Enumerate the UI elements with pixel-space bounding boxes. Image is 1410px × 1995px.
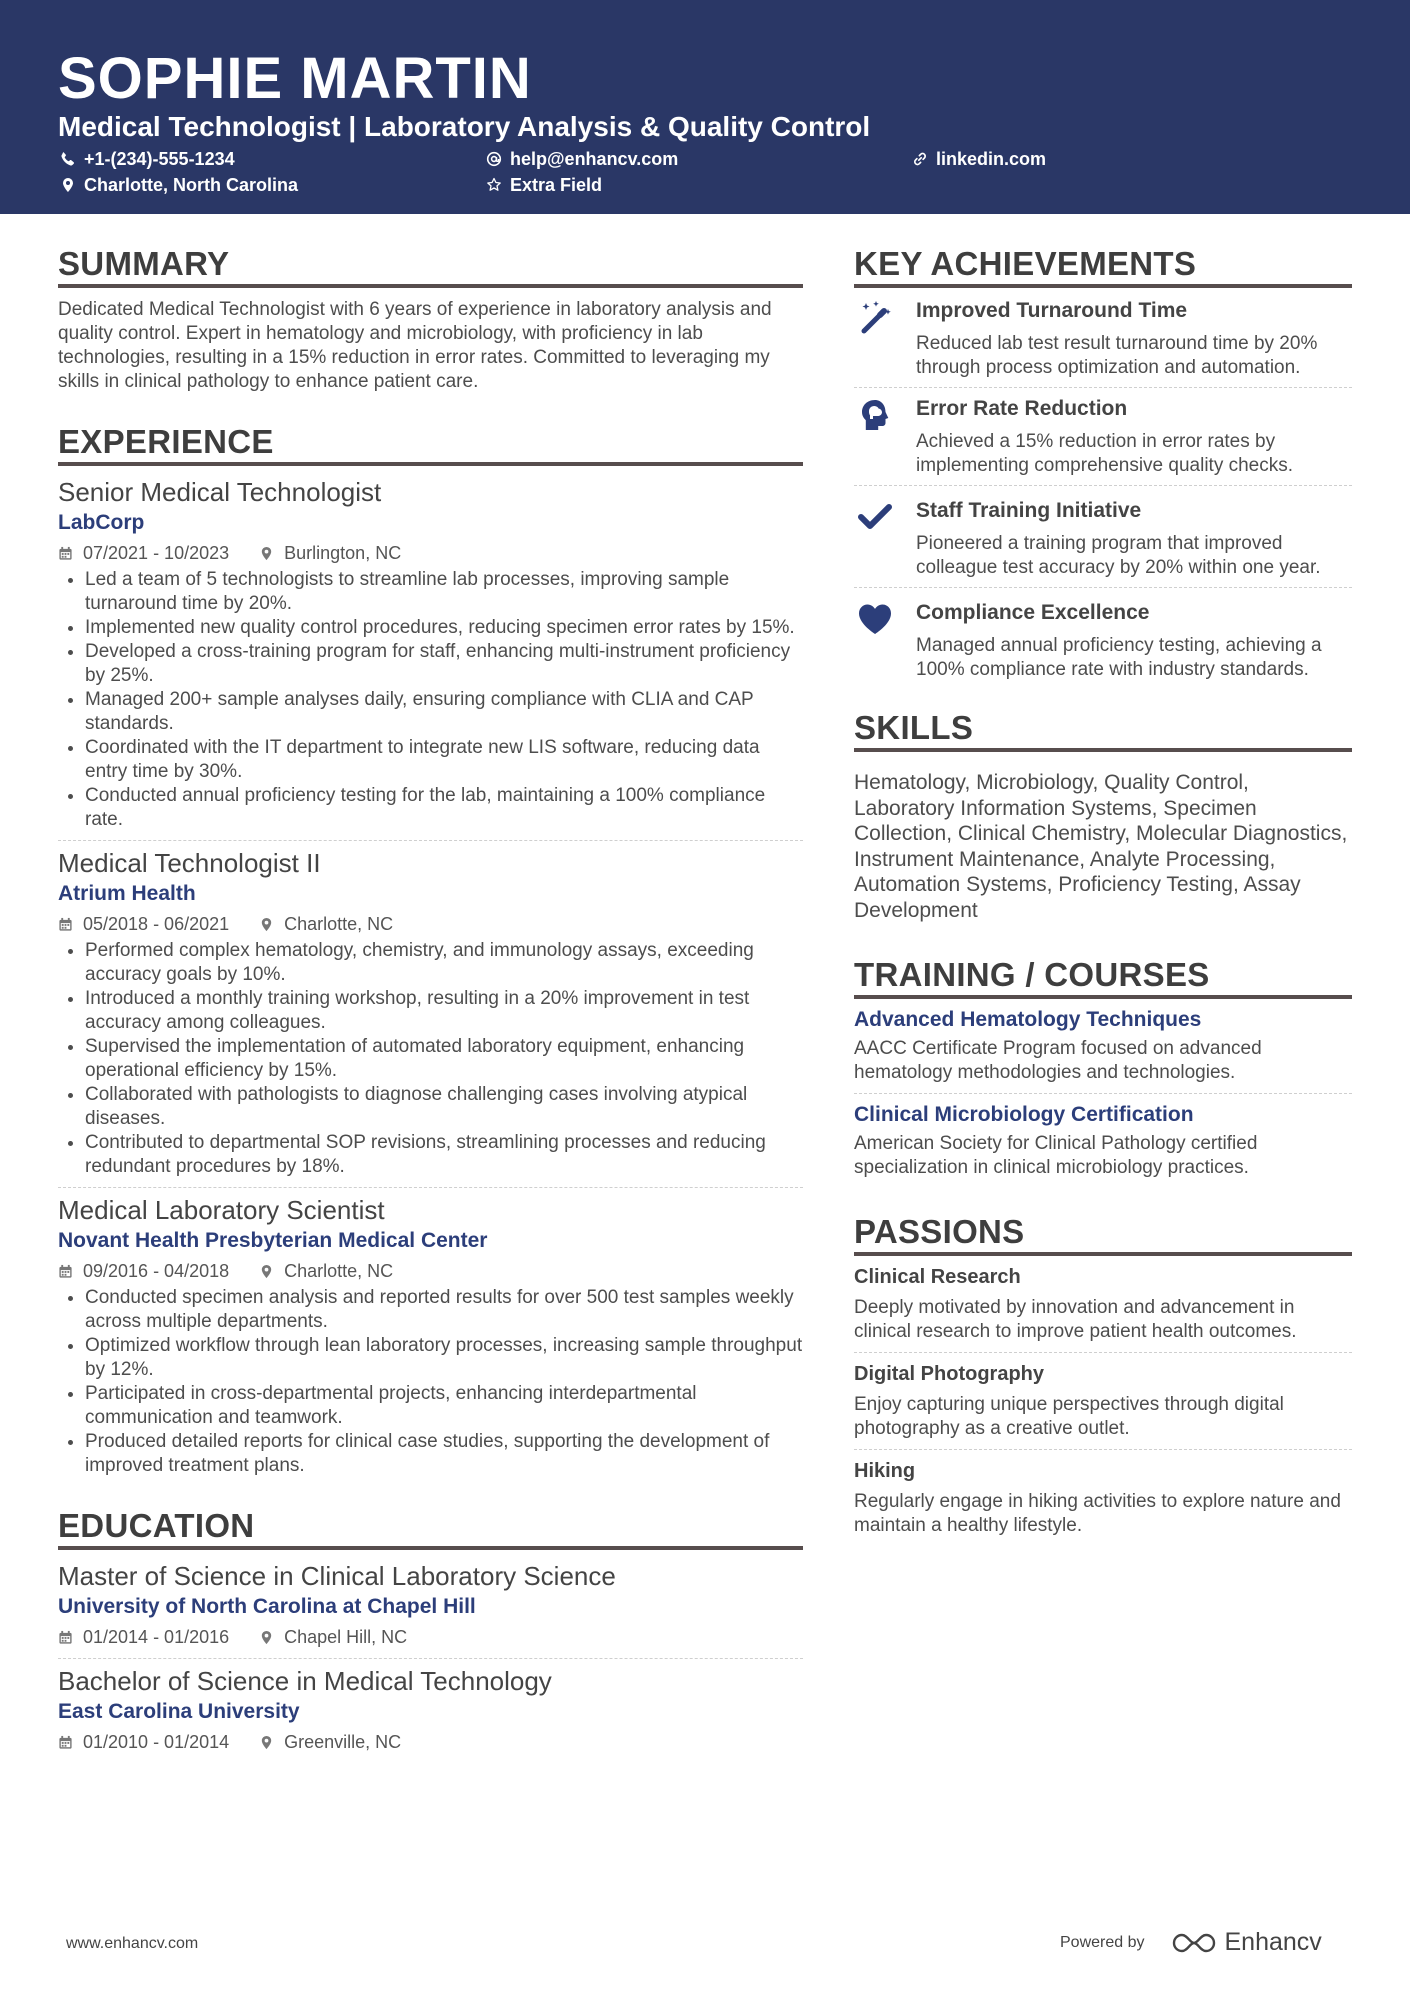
divider [854, 587, 1352, 588]
job-bullet: • Developed a cross-training program for staff, enhancing multi-instrument proficiency by 25%. [85, 640, 803, 688]
contact-email[interactable] [486, 148, 678, 170]
course-desc: AACC Certificate Program focused on advanced hematology methodologies and technologies. [854, 1038, 1262, 1083]
linkedin-text: linkedin.com [936, 149, 1047, 169]
job-entry [58, 847, 803, 1179]
achievement-desc: Pioneered a training program that improved colleague test accuracy by 20% within one year. [916, 533, 1321, 578]
divider [58, 1658, 803, 1659]
course-title: Advanced Hematology Techniques [854, 1008, 1202, 1031]
job-bullet: • Collaborated with pathologists to diagnose challenging cases involving atypical diseases. [85, 1083, 803, 1131]
job-company: Atrium Health [58, 882, 196, 905]
brand-name: Enhancv [1224, 1928, 1322, 1956]
map-pin-icon [259, 917, 274, 932]
passion-desc: Regularly engage in hiking activities to explore nature and maintain a healthy lifestyle. [854, 1491, 1341, 1536]
map-pin-icon [259, 1630, 274, 1645]
job-dates: 09/2016 - 04/2018 [83, 1261, 230, 1281]
footer-branding[interactable] [1060, 1928, 1322, 1957]
training-heading: TRAINING / COURSES [854, 955, 1352, 999]
divider [854, 1449, 1352, 1450]
achievement-desc: Achieved a 15% reduction in error rates by implementing comprehensive quality checks. [916, 431, 1294, 476]
job-bullet: • Contributed to departmental SOP revisions, streamlining processes and reducing redundant procedures by 18%. [85, 1131, 803, 1179]
job-bullet: • Implemented new quality control procedures, reducing specimen error rates by 15%. [85, 616, 803, 640]
job-title: Medical Laboratory Scientist [58, 1195, 385, 1225]
calendar-icon [58, 917, 73, 932]
extra-text: Extra Field [510, 175, 603, 195]
job-bullets [58, 568, 803, 832]
experience-heading: EXPERIENCE [58, 422, 803, 466]
job-bullet: • Coordinated with the IT department to integrate new LIS software, reducing data entry time by 30%. [85, 736, 803, 784]
calendar-icon [58, 1264, 73, 1279]
link-icon [912, 151, 928, 167]
contact-linkedin[interactable] [912, 148, 1046, 170]
at-icon [486, 151, 502, 167]
achievement-desc: Managed annual proficiency testing, achieving a 100% compliance rate with industry standards. [916, 635, 1322, 680]
footer-website[interactable]: www.enhancv.com [66, 1935, 199, 1952]
contact-phone[interactable] [60, 148, 235, 170]
education-dates: 01/2014 - 01/2016 [83, 1627, 230, 1647]
education-entry [58, 1560, 803, 1648]
training-section [854, 955, 1352, 1180]
calendar-icon [58, 1630, 73, 1645]
phone-icon [60, 151, 76, 167]
divider [854, 1352, 1352, 1353]
job-entry [58, 1194, 803, 1478]
head-brain-icon [856, 396, 894, 434]
job-entry [58, 476, 803, 832]
email-text: help@enhancv.com [510, 149, 679, 169]
education-location: Chapel Hill, NC [284, 1627, 408, 1647]
passion-item [854, 1458, 1352, 1538]
checkmark-icon [856, 498, 894, 536]
powered-by-label: Powered by [1060, 1933, 1145, 1951]
job-bullet: • Introduced a monthly training workshop, resulting in a 20% improvement in test accuracy among colleagues. [85, 987, 803, 1035]
candidate-title: Medical Technologist | Laboratory Analysis & Quality Control [58, 111, 871, 142]
education-section [58, 1506, 803, 1753]
achievement-title: Improved Turnaround Time [916, 299, 1188, 322]
job-location: Charlotte, NC [284, 914, 394, 934]
divider [854, 387, 1352, 388]
job-bullet: • Supervised the implementation of automated laboratory equipment, enhancing operational efficiency by 15%. [85, 1035, 803, 1083]
job-bullet: • Optimized workflow through lean laboratory processes, increasing sample throughput by 12%. [85, 1334, 803, 1382]
course-desc: American Society for Clinical Pathology certified specialization in clinical microbiology practices. [854, 1133, 1258, 1178]
passions-section [854, 1212, 1352, 1538]
education-meta [58, 1731, 803, 1753]
divider [854, 485, 1352, 486]
achievement-item [854, 498, 1352, 580]
job-title: Medical Technologist II [58, 848, 321, 878]
contact-extra [486, 174, 602, 196]
achievement-item [854, 298, 1352, 380]
divider [58, 840, 803, 841]
education-meta [58, 1626, 803, 1648]
passion-desc: Deeply motivated by innovation and advancement in clinical research to improve patient health outcomes. [854, 1297, 1297, 1342]
enhancv-logo-icon [1171, 1931, 1217, 1955]
right-column [854, 244, 1352, 1538]
education-entry [58, 1665, 803, 1753]
job-company: LabCorp [58, 511, 145, 534]
course-item [854, 1007, 1352, 1085]
calendar-icon [58, 1735, 73, 1750]
achievements-section [854, 244, 1352, 682]
achievement-item [854, 600, 1352, 682]
job-meta [58, 1260, 803, 1282]
brand-logo [1171, 1928, 1322, 1957]
passions-heading: PASSIONS [854, 1212, 1352, 1256]
job-meta [58, 913, 803, 935]
phone-text: +1-(234)-555-1234 [84, 149, 235, 169]
job-company: Novant Health Presbyterian Medical Center [58, 1229, 488, 1252]
candidate-name: SOPHIE MARTIN [58, 46, 532, 111]
magic-wand-icon [856, 298, 894, 336]
heart-icon [856, 600, 894, 638]
job-bullet: • Performed complex hematology, chemistry, and immunology assays, exceeding accuracy goals by 10%. [85, 939, 803, 987]
school-name: University of North Carolina at Chapel Hill [58, 1595, 476, 1618]
location-text: Charlotte, North Carolina [84, 175, 299, 195]
job-bullets [58, 1286, 803, 1478]
job-title: Senior Medical Technologist [58, 477, 382, 507]
achievement-item [854, 396, 1352, 478]
passion-title: Clinical Research [854, 1266, 1021, 1288]
passion-item [854, 1264, 1352, 1344]
calendar-icon [58, 546, 73, 561]
summary-heading: SUMMARY [58, 244, 803, 288]
job-bullet: • Conducted specimen analysis and reported results for over 500 test samples weekly across multiple departments. [85, 1286, 803, 1334]
passion-title: Hiking [854, 1460, 916, 1482]
job-bullet: • Conducted annual proficiency testing for the lab, maintaining a 100% compliance rate. [85, 784, 803, 832]
degree-title: Master of Science in Clinical Laboratory Science [58, 1561, 616, 1591]
education-location: Greenville, NC [284, 1732, 402, 1752]
summary-text: Dedicated Medical Technologist with 6 years of experience in laboratory analysis and quality control. Expert in hematology and microbiology, with proficiency in lab technologies, resulting in a 15% reduction in error rates. Committed to leveraging my skills in clinical pathology to enhance patient care. [58, 299, 772, 392]
job-dates: 07/2021 - 10/2023 [83, 543, 230, 563]
job-bullet: • Managed 200+ sample analyses daily, ensuring compliance with CLIA and CAP standards. [85, 688, 803, 736]
job-bullet: • Led a team of 5 technologists to streamline lab processes, improving sample turnaround time by 20%. [85, 568, 803, 616]
skills-heading: SKILLS [854, 708, 1352, 752]
school-name: East Carolina University [58, 1700, 300, 1723]
passion-item [854, 1361, 1352, 1441]
achievements-heading: KEY ACHIEVEMENTS [854, 244, 1352, 288]
map-pin-icon [259, 1735, 274, 1750]
star-icon [486, 177, 502, 193]
job-dates: 05/2018 - 06/2021 [83, 914, 230, 934]
passion-title: Digital Photography [854, 1363, 1044, 1385]
achievement-title: Staff Training Initiative [916, 499, 1142, 522]
job-location: Charlotte, NC [284, 1261, 394, 1281]
divider [854, 1093, 1352, 1094]
resume-header [0, 0, 1410, 214]
course-item [854, 1102, 1352, 1180]
contact-location [60, 174, 298, 196]
course-title: Clinical Microbiology Certification [854, 1103, 1194, 1126]
map-pin-icon [259, 1264, 274, 1279]
job-bullets [58, 939, 803, 1179]
achievement-desc: Reduced lab test result turnaround time by 20% through process optimization and automation. [916, 333, 1318, 378]
job-bullet: • Participated in cross-departmental projects, enhancing interdepartmental communication and teamwork. [85, 1382, 803, 1430]
divider [58, 1187, 803, 1188]
achievement-title: Error Rate Reduction [916, 397, 1128, 420]
experience-section [58, 422, 803, 1478]
job-location: Burlington, NC [284, 543, 402, 563]
job-meta [58, 542, 803, 564]
summary-section [58, 244, 803, 394]
map-pin-icon [60, 177, 76, 193]
achievement-title: Compliance Excellence [916, 601, 1150, 624]
education-heading: EDUCATION [58, 1506, 803, 1550]
skills-section [854, 708, 1352, 923]
job-bullet: • Produced detailed reports for clinical case studies, supporting the development of improved treatment plans. [85, 1430, 803, 1478]
degree-title: Bachelor of Science in Medical Technology [58, 1666, 552, 1696]
skills-list: Hematology, Microbiology, Quality Control, Laboratory Information Systems, Specimen Collection, Clinical Chemistry, Molecular Diagnostics, Instrument Maintenance, Analyte Processing, Automation Systems, Proficiency Testing, Assay Development [854, 771, 1348, 922]
passion-desc: Enjoy capturing unique perspectives through digital photography as a creative outlet. [854, 1394, 1284, 1439]
left-column [58, 244, 803, 1753]
map-pin-icon [259, 546, 274, 561]
education-dates: 01/2010 - 01/2014 [83, 1732, 230, 1752]
